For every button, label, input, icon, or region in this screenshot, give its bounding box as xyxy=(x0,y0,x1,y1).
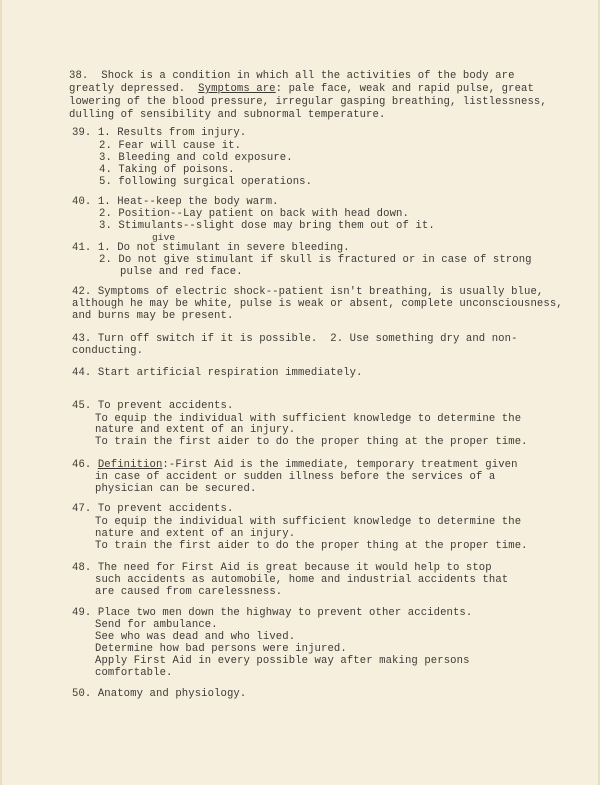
item-47-line-2: To equip the individual with sufficient knowledge to determine the xyxy=(95,516,522,528)
definition-heading: Definition xyxy=(97,459,163,471)
item-49-line-4: Determine how bad persons were injured. xyxy=(95,643,347,655)
item-42-line-1: 42. Symptoms of electric shock--patient isn't breathing, is usually blue, xyxy=(72,286,544,298)
item-43-line-2: conducting. xyxy=(72,345,144,357)
item-47-line-3: nature and extent of an injury. xyxy=(95,528,296,540)
item-44-line-1: 44. Start artificial respiration immediately. xyxy=(72,367,363,379)
item-46-number: 46. xyxy=(72,459,98,471)
item-39-line-1: 39. 1. Results from injury. xyxy=(72,127,247,139)
item-48-line-1: 48. The need for First Aid is great because it would help to stop xyxy=(72,562,492,574)
item-47-line-4: To train the first aider to do the proper thing at the proper time. xyxy=(95,540,528,552)
item-38-line-2 xyxy=(69,83,534,96)
item-41-line-2: 2. Do not give stimulant if skull is fractured or in case of strong xyxy=(99,254,532,266)
item-49-line-2: Send for ambulance. xyxy=(95,619,218,631)
handwritten-insert-give: give xyxy=(152,232,176,243)
item-45-line-4: To train the first aider to do the proper thing at the proper time. xyxy=(95,436,528,448)
item-45-line-1: 45. To prevent accidents. xyxy=(72,400,234,412)
item-39-line-4: 4. Taking of poisons. xyxy=(99,164,235,176)
item-49-line-3: See who was dead and who lived. xyxy=(95,631,296,643)
item-38-line-1: 38. Shock is a condition in which all the activities of the body are xyxy=(69,70,515,82)
item-49-line-5: Apply First Aid in every possible way after making persons xyxy=(95,655,470,667)
item-48-line-3: are caused from carelessness. xyxy=(95,586,283,598)
item-46-line-3: physician can be secured. xyxy=(95,483,257,495)
item-48-line-2: such accidents as automobile, home and industrial accidents that xyxy=(95,574,509,586)
item-45-line-3: nature and extent of an injury. xyxy=(95,424,296,436)
typed-text-body xyxy=(2,0,563,700)
item-49-line-1: 49. Place two men down the highway to prevent other accidents. xyxy=(72,607,473,619)
item-38-line-2-c: : pale face, weak and rapid pulse, great xyxy=(275,83,534,95)
item-39-line-3: 3. Bleeding and cold exposure. xyxy=(99,152,293,164)
item-39-line-2: 2. Fear will cause it. xyxy=(99,140,242,152)
item-42-line-2: although he may be white, pulse is weak or absent, complete unconsciousness, xyxy=(72,298,563,310)
item-38-line-3: lowering of the blood pressure, irregular gasping breathing, listlessness, xyxy=(69,96,547,108)
item-41-line-3: pulse and red face. xyxy=(120,266,243,278)
item-50-line-1: 50. Anatomy and physiology. xyxy=(72,688,247,700)
item-38-line-2-a: greatly depressed. xyxy=(69,83,199,95)
item-47-line-1: 47. To prevent accidents. xyxy=(72,503,234,515)
item-45-line-2: To equip the individual with sufficient knowledge to determine the xyxy=(95,413,522,425)
item-41-line-1: 41. 1. Do not stimulant in severe bleeding. xyxy=(72,242,350,254)
item-49-line-6: comfortable. xyxy=(95,667,173,679)
item-42-line-3: and burns may be present. xyxy=(72,310,234,322)
symptoms-are-heading: Symptoms are xyxy=(198,83,276,95)
item-40-line-3: 3. Stimulants--slight dose may bring them out of it. xyxy=(99,220,435,232)
item-46-line-1-c: :-First Aid is the immediate, temporary treatment given xyxy=(162,459,518,471)
item-38-line-4: dulling of sensibility and subnormal temperature. xyxy=(69,109,386,121)
item-40-line-1: 40. 1. Heat--keep the body warm. xyxy=(72,196,279,208)
item-39-line-5: 5. following surgical operations. xyxy=(99,176,313,188)
item-40-line-2: 2. Position--Lay patient on back with head down. xyxy=(99,208,409,220)
item-46-line-2: in case of accident or sudden illness before the services of a xyxy=(95,471,496,483)
item-43-line-1: 43. Turn off switch if it is possible. 2. Use something dry and non- xyxy=(72,333,518,345)
